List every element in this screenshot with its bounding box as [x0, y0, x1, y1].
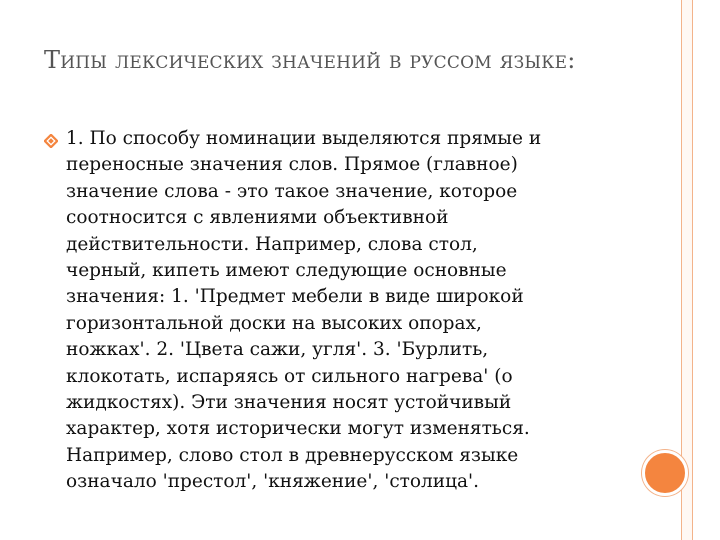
decorative-circle	[642, 450, 688, 496]
slide-title: Типы лексических значений в руссом языке:	[44, 46, 576, 74]
hollow-diamond-bullet-icon	[44, 134, 58, 148]
frame-line-right	[692, 0, 693, 540]
body-text: 1. По способу номинации выделяются прямые и переносные значения слов. Прямое (главное) значение слова - это такое значение, которое соотносится с явлениями объективной действительности. Например, слова стол, черный, кипеть имеют следующие основные значения: 1. 'Предмет мебели в виде широкой горизонтальной доски на высоких опорах, ножках'. 2. 'Цвета сажи, угля'. 3. 'Бурлить, клокотать, испаряясь от сильного нагрева' (о жидкостях). Эти значения носят устойчивый характер, хотя исторически могут изменяться. Например, слово стол в древнерусском языке означало 'престол', 'княжение', 'столица'.	[66, 128, 542, 493]
bullet-item	[44, 126, 644, 496]
